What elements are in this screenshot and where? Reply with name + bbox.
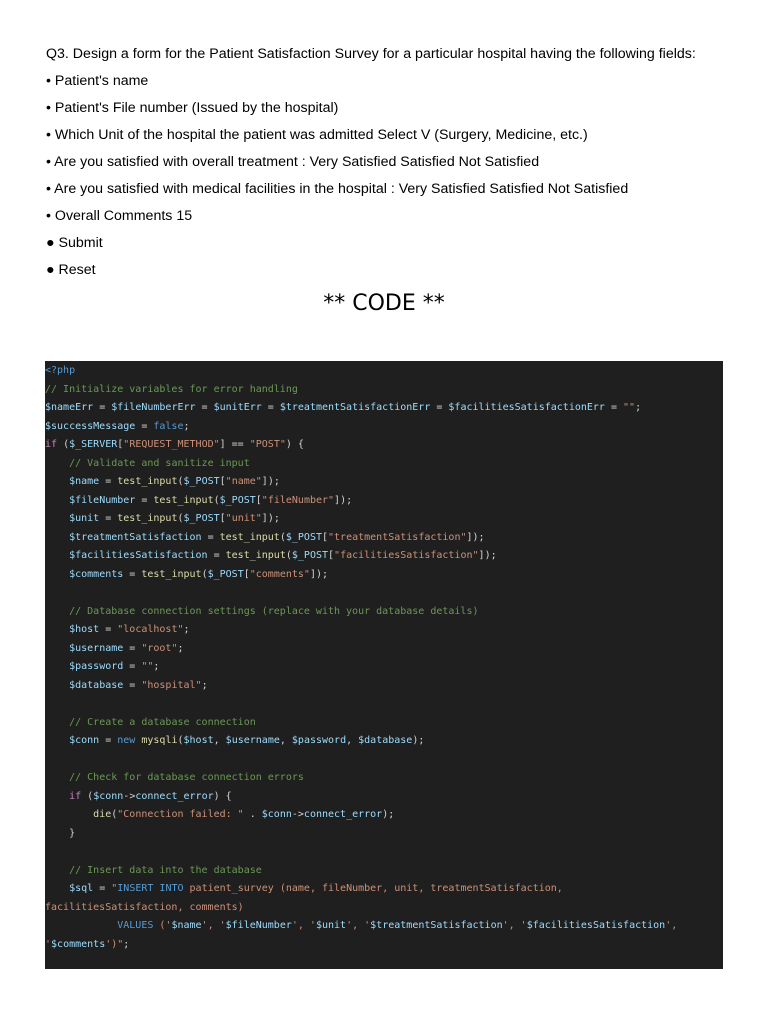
- code-token: ] ==: [219, 439, 250, 450]
- code-token: (: [213, 494, 220, 506]
- question-field-item: ● Submit: [46, 235, 103, 251]
- code-line: [45, 862, 723, 881]
- code-token: $unitErr: [213, 402, 262, 413]
- code-token: "": [623, 402, 636, 413]
- code-token: if: [69, 790, 82, 802]
- code-token: $name: [69, 476, 100, 487]
- code-token: $unit: [69, 513, 100, 524]
- code-token: [: [219, 513, 226, 524]
- code-token: $password: [291, 735, 347, 746]
- code-token: (: [111, 809, 118, 820]
- code-token: $treatmentSatisfactionErr: [279, 402, 431, 413]
- code-token: [45, 532, 69, 543]
- code-line: [45, 677, 723, 696]
- code-token: $name: [171, 920, 202, 931]
- code-token: new: [117, 735, 136, 746]
- code-token: "Connection failed: ": [117, 809, 244, 820]
- code-token: (: [177, 513, 184, 524]
- code-token: $_POST: [219, 494, 256, 506]
- code-token: ', ': [201, 920, 226, 931]
- code-token: ,: [346, 735, 359, 746]
- code-token: ]);: [261, 513, 280, 524]
- code-token: =: [261, 402, 280, 413]
- code-token: // Validate and sanitize input: [69, 457, 250, 469]
- code-token: $username: [225, 735, 280, 746]
- code-token: mysqli: [141, 735, 178, 746]
- code-token: $_POST: [291, 550, 329, 561]
- code-token: $sql: [69, 883, 94, 894]
- code-token: [45, 865, 69, 876]
- code-token: [45, 569, 69, 580]
- code-token: }: [45, 827, 76, 839]
- code-token: ', ': [502, 920, 527, 931]
- code-token: $facilitiesSatisfaction: [69, 550, 208, 561]
- code-token: $comments: [69, 568, 124, 580]
- code-token: [45, 920, 117, 931]
- code-line: [45, 658, 723, 677]
- code-line: [45, 492, 723, 511]
- code-token: =: [135, 494, 154, 506]
- code-token: ) {: [285, 439, 304, 450]
- code-token: [45, 809, 93, 820]
- code-line: [45, 529, 723, 548]
- code-line: [45, 714, 723, 733]
- code-token: (: [177, 476, 184, 487]
- question-field-item: • Patient's name: [46, 73, 149, 89]
- code-token: [45, 772, 69, 783]
- code-token: $treatmentSatisfaction: [370, 920, 503, 931]
- code-line: [45, 584, 723, 603]
- code-token: "root": [141, 642, 178, 654]
- code-token: ;: [123, 938, 130, 950]
- code-token: =: [93, 883, 112, 894]
- code-token: );: [382, 809, 395, 820]
- code-token: [45, 606, 69, 617]
- code-token: // Database connection settings (replace with your database details): [69, 605, 479, 617]
- code-token: test_input: [117, 513, 178, 524]
- code-token: patient_survey (name, fileNumber, unit, treatmentSatisfaction,: [183, 883, 563, 894]
- code-token: (: [57, 439, 70, 450]
- code-token: =: [604, 402, 624, 413]
- code-token: facilitiesSatisfaction, comments): [45, 901, 244, 913]
- code-token: (: [177, 735, 184, 746]
- code-token: (: [279, 531, 286, 543]
- code-token: =: [99, 624, 118, 635]
- code-token: [: [255, 494, 262, 506]
- code-token: =: [135, 420, 154, 432]
- code-line: [45, 547, 723, 566]
- code-token: ', ': [291, 920, 316, 931]
- code-token: (: [81, 790, 94, 802]
- code-token: ': [45, 938, 52, 950]
- code-token: $fileNumberErr: [111, 402, 196, 413]
- code-token: [45, 458, 69, 469]
- code-line: [45, 418, 723, 437]
- code-token: [45, 791, 69, 802]
- code-token: $conn: [93, 790, 124, 802]
- code-line: [45, 936, 723, 955]
- code-token: $host: [69, 624, 100, 635]
- code-token: ": [111, 883, 118, 894]
- code-token: $conn: [69, 735, 100, 746]
- code-line: [45, 843, 723, 862]
- code-token: "facilitiesSatisfaction": [334, 550, 479, 561]
- code-token: =: [123, 568, 142, 580]
- code-line: [45, 566, 723, 585]
- code-token: $host: [183, 735, 214, 746]
- code-token: [45, 717, 69, 728]
- code-token: "": [141, 661, 154, 672]
- code-token: $nameErr: [45, 402, 94, 413]
- code-token: $_POST: [183, 476, 220, 487]
- code-token: $conn: [261, 809, 292, 820]
- code-token: "treatmentSatisfaction": [328, 531, 467, 543]
- code-token: ')": [105, 938, 124, 950]
- code-token: $comments: [51, 938, 106, 950]
- code-token: [45, 680, 69, 691]
- code-token: <?php: [45, 365, 76, 376]
- code-token: =: [99, 476, 118, 487]
- code-token: [45, 495, 69, 506]
- code-token: (: [201, 568, 208, 580]
- code-line: [45, 695, 723, 714]
- code-token: $_POST: [207, 568, 244, 580]
- code-line: [45, 510, 723, 529]
- code-heading: ** CODE **: [323, 291, 445, 316]
- code-token: test_input: [219, 531, 280, 543]
- code-token: =: [93, 402, 112, 413]
- code-token: ->: [291, 809, 304, 820]
- code-line: [45, 917, 723, 936]
- code-token: [: [219, 476, 226, 487]
- code-token: "fileNumber": [261, 494, 335, 506]
- code-token: "localhost": [117, 624, 184, 635]
- code-line: [45, 473, 723, 492]
- code-line: [45, 806, 723, 825]
- code-token: [45, 476, 69, 487]
- code-line: [45, 362, 723, 381]
- question-field-item: • Which Unit of the hospital the patient was admitted Select V (Surgery, Medicine, etc.): [46, 127, 588, 143]
- code-token: connect_error: [135, 790, 214, 802]
- code-token: $username: [69, 642, 124, 654]
- code-token: =: [123, 661, 142, 672]
- code-line: [45, 751, 723, 770]
- code-token: $database: [69, 679, 124, 691]
- code-token: ;: [635, 402, 642, 413]
- code-line: [45, 640, 723, 659]
- question-field-item: ● Reset: [46, 262, 96, 278]
- code-token: $fileNumber: [225, 920, 292, 931]
- code-line: [45, 381, 723, 400]
- code-token: ',: [665, 920, 678, 931]
- question-text: [46, 45, 746, 288]
- code-token: =: [430, 402, 449, 413]
- code-token: "POST": [249, 439, 286, 450]
- code-token: ]);: [478, 550, 497, 561]
- code-token: $unit: [315, 920, 347, 931]
- code-line: [45, 455, 723, 474]
- code-token: =: [207, 550, 226, 561]
- code-token: =: [201, 531, 220, 543]
- code-token: (': [153, 920, 172, 931]
- code-line: [45, 899, 723, 918]
- code-line: [45, 880, 723, 899]
- code-token: [45, 513, 69, 524]
- question-field-item: • Patient's File number (Issued by the hospital): [46, 100, 339, 116]
- question-heading: Q3. Design a form for the Patient Satisfaction Survey for a particular hospital having the following fields:: [46, 46, 696, 62]
- code-token: ) {: [213, 790, 232, 802]
- code-token: [45, 624, 69, 635]
- code-token: VALUES: [117, 920, 154, 931]
- code-token: ,: [213, 735, 226, 746]
- code-token: [: [328, 550, 335, 561]
- code-token: );: [412, 735, 425, 746]
- code-token: ]);: [261, 476, 280, 487]
- code-token: ,: [279, 735, 292, 746]
- code-token: die: [93, 809, 112, 820]
- code-token: $database: [358, 735, 413, 746]
- question-field-item: • Are you satisfied with medical facilities in the hospital : Very Satisfied Satisfied Not Satisfied: [46, 181, 629, 197]
- code-token: $_SERVER: [69, 439, 118, 450]
- code-token: (: [285, 550, 292, 561]
- code-line: [45, 732, 723, 751]
- question-field-item: • Are you satisfied with overall treatment : Very Satisfied Satisfied Not Satisfied: [46, 154, 540, 170]
- code-token: [45, 883, 69, 894]
- code-token: false: [153, 420, 184, 432]
- code-token: [: [117, 439, 124, 450]
- code-line: [45, 436, 723, 455]
- code-token: // Initialize variables for error handling: [45, 383, 298, 395]
- question-field-item: • Overall Comments 15: [46, 208, 193, 224]
- code-token: $password: [69, 661, 124, 672]
- code-token: $_POST: [285, 531, 322, 543]
- code-line: [45, 788, 723, 807]
- code-token: // Check for database connection errors: [69, 772, 304, 783]
- code-token: // Insert data into the database: [69, 864, 262, 876]
- code-line: [45, 825, 723, 844]
- code-token: ]);: [466, 531, 485, 543]
- code-token: =: [99, 735, 118, 746]
- code-token: test_input: [153, 494, 214, 506]
- code-token: ;: [153, 661, 160, 672]
- code-token: ;: [183, 624, 190, 635]
- code-token: "comments": [249, 568, 310, 580]
- code-token: [: [321, 531, 329, 543]
- code-token: $facilitiesSatisfaction: [526, 920, 666, 931]
- code-token: .: [243, 809, 262, 820]
- code-token: ;: [177, 642, 184, 654]
- code-token: "name": [225, 476, 262, 487]
- code-line: [45, 769, 723, 788]
- code-line: [45, 621, 723, 640]
- code-token: ;: [201, 679, 208, 691]
- code-token: [45, 550, 69, 561]
- code-token: =: [195, 402, 214, 413]
- code-block: [45, 361, 723, 969]
- code-line: [45, 399, 723, 418]
- code-token: ]);: [334, 494, 353, 506]
- code-token: // Create a database connection: [69, 716, 256, 728]
- code-token: test_input: [141, 568, 202, 580]
- code-token: $successMessage: [45, 420, 136, 432]
- code-token: $fileNumber: [69, 494, 136, 506]
- code-token: connect_error: [303, 809, 383, 820]
- code-token: =: [123, 642, 142, 654]
- code-token: test_input: [225, 550, 286, 561]
- code-token: [45, 661, 69, 672]
- code-token: "REQUEST_METHOD": [123, 439, 220, 450]
- code-token: INSERT INTO: [117, 883, 184, 894]
- code-token: ;: [183, 420, 190, 432]
- code-token: $treatmentSatisfaction: [69, 531, 202, 543]
- code-token: [45, 735, 69, 746]
- code-token: test_input: [117, 476, 178, 487]
- code-token: $facilitiesSatisfactionErr: [448, 402, 605, 413]
- code-token: =: [123, 679, 142, 691]
- code-token: [45, 643, 69, 654]
- code-line: [45, 603, 723, 622]
- code-token: $_POST: [183, 513, 220, 524]
- code-token: ', ': [346, 920, 371, 931]
- code-token: if: [45, 439, 58, 450]
- code-token: =: [99, 513, 118, 524]
- code-token: ->: [123, 790, 136, 802]
- code-token: ]);: [309, 568, 329, 580]
- code-token: "hospital": [141, 679, 202, 691]
- code-token: "unit": [225, 513, 262, 524]
- code-token: [: [243, 568, 250, 580]
